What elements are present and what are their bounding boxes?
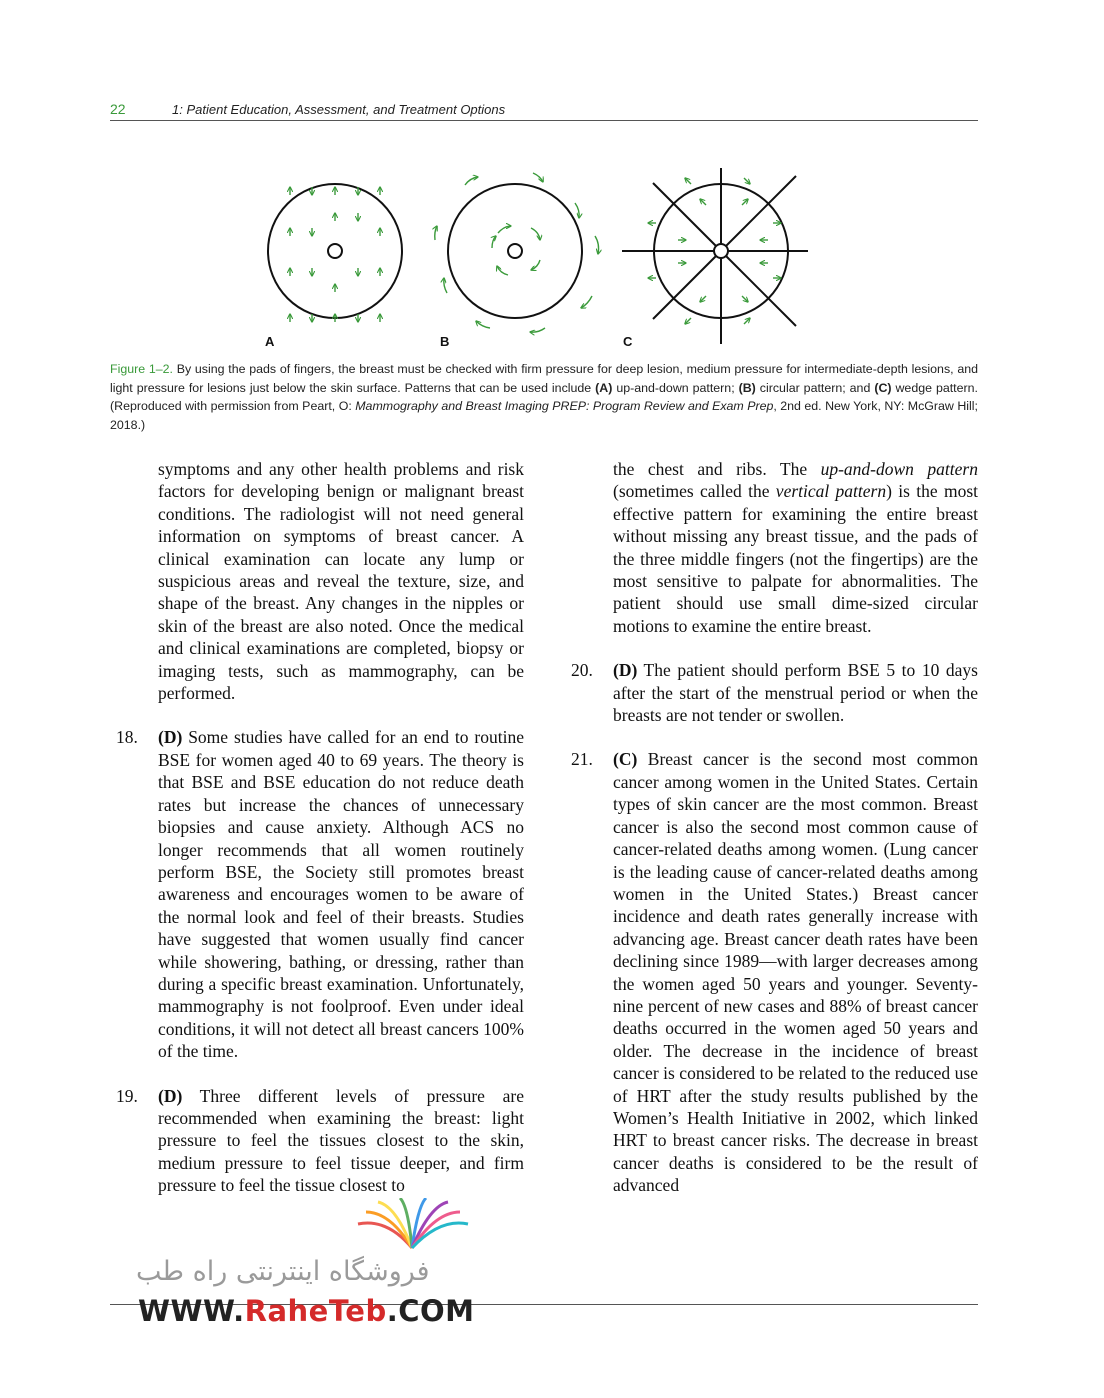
caption-text: circular pattern; and (755, 380, 875, 395)
caption-text: , 2nd ed. New York, NY: McGraw Hill; 2018.) (110, 399, 978, 432)
answer-text (158, 726, 524, 1062)
caption-book-title: Mammography and Breast Imaging PREP: Program Review and Exam Prep (355, 399, 774, 413)
answer-body: Some studies have called for an end to routine BSE for women aged 40 to 69 years. The theory is that BSE and BSE education do not reduce death rates but increase the chances of unnecessary biopsies and cause anxiety. Although ACS no longer recommends that all women routinely perform BSE, the Society still promotes breast awareness and encourages women to be aware of the normal look and feel of their breasts. Studies have suggested that women usually find cancer while showering, bathing, or dressing, rather than during a specific breast examination. Unfortunately, mammography is not foolproof. Even under ideal conditions, it will not detect all breast cancers 100% of the time. (158, 727, 524, 1062)
answer-body: Three different levels of pressure are recommended when examining the breast: light pressure to feel the tissues closest to the skin, medium pressure to feel tissue deeper, and firm pressure to feel the tissue closest to (158, 1085, 524, 1196)
text-run: ) is the most effective pattern for examining the entire breast without missing any breast tissue, and the pads of the three middle fingers (not the fingertips) are the most sensitive to palpate for abnormalities. The patient should use small dime-sized circular motions to examine the entire breast. (613, 481, 978, 636)
breast-exam-patterns-figure (248, 168, 808, 352)
caption-ref-a: (A) (595, 380, 613, 395)
watermark-url (138, 1294, 475, 1328)
answer-text (613, 659, 978, 726)
panel-a-label: A (265, 334, 275, 349)
watermark-persian-text: فروشگاه اینترنتی راه طب (136, 1256, 430, 1287)
url-prefix: WWW. (138, 1294, 245, 1328)
answer-key: (D) (613, 660, 638, 681)
caption-text: By using the pads of fingers, the breast must be checked with firm pressure for deep lesion, medium pressure for intermediate-depth lesions, and light pressure for lesions just below the skin surface. Patterns that can be used include (110, 362, 978, 395)
page-number: 22 (110, 101, 126, 117)
continuation-paragraph (613, 458, 978, 637)
url-suffix: .COM (386, 1294, 475, 1328)
right-column (571, 458, 978, 1197)
answer-text (613, 748, 978, 1196)
italic-term: vertical pattern (775, 481, 887, 502)
caption-text: up-and-down pattern; (612, 380, 739, 395)
panel-b-circular-pattern (435, 173, 599, 332)
answer-item-20 (571, 659, 978, 726)
book-logo-icon (352, 1198, 472, 1254)
answer-body: The patient should perform BSE 5 to 10 days after the start of the menstrual period or when the breasts are not tender or swollen. (613, 660, 978, 726)
caption-ref-c: (C) (874, 380, 892, 395)
continuation-paragraph: symptoms and any other health problems and risk factors for developing benign or malignant breast conditions. The radiologist will not need general information on symptoms of breast cancer. A clinical examination can locate any lump or suspicious areas and reveal the texture, size, and shape of the breast. Any changes in the nipples or skin of the breast are also noted. Once the medical and clinical examinations are completed, biopsy or imaging tests, such as mammography, can be performed. (158, 459, 524, 704)
answer-text (158, 1085, 524, 1197)
caption-ref-b: (B) (738, 380, 756, 395)
item-number: 18. (116, 727, 138, 748)
panel-b-label: B (440, 334, 450, 349)
answer-item-19 (116, 1085, 524, 1197)
running-head-title: 1: Patient Education, Assessment, and Treatment Options (172, 102, 506, 117)
answer-item-21 (571, 748, 978, 1196)
text-run: the chest and ribs. The (613, 459, 821, 479)
italic-term: up-and-down pattern (820, 459, 978, 479)
answer-key: (D) (158, 1085, 183, 1106)
caption-text: wedge pattern. (Reproduced with permission from Peart, O: (110, 380, 978, 413)
url-brand: RaheTeb (244, 1294, 387, 1328)
item-number: 19. (116, 1085, 138, 1106)
running-header (110, 100, 978, 121)
answer-item-18 (116, 726, 524, 1062)
panel-c-wedge-pattern (622, 168, 808, 344)
left-column (116, 458, 524, 1197)
figure-caption (110, 360, 978, 434)
answer-body: Breast cancer is the second most common cancer among women in the United States. Certain types of skin cancer are the most common. Breast cancer is also the second most common cause of cancer-related deaths among women. (Lung cancer is the leading cause of cancer-related deaths among women in the United States.) Breast cancer incidence and death rates generally increase with advancing age. Breast cancer death rates have been declining since 1989—with larger decreases among the women aged 50 years and younger. Seventy-nine percent of new cases and 88% of breast cancer deaths occurred in the women aged 50 years and older. The decrease in the incidence of breast cancer is considered to be related to the reduced use of HRT after the study results published by the Women’s Health Initiative in 2002, which linked HRT to breast cancer risks. The decrease in breast cancer deaths is considered to be the result of advanced (613, 749, 978, 1196)
text-run: (sometimes called the (613, 481, 776, 502)
figure-label: Figure 1–2. (110, 362, 173, 376)
item-number: 20. (571, 660, 593, 681)
answer-key: (D) (158, 727, 183, 748)
panel-c-label: C (623, 334, 633, 349)
answer-key: (C) (613, 749, 638, 770)
item-number: 21. (571, 749, 593, 770)
panel-a-up-down-pattern (268, 184, 402, 322)
